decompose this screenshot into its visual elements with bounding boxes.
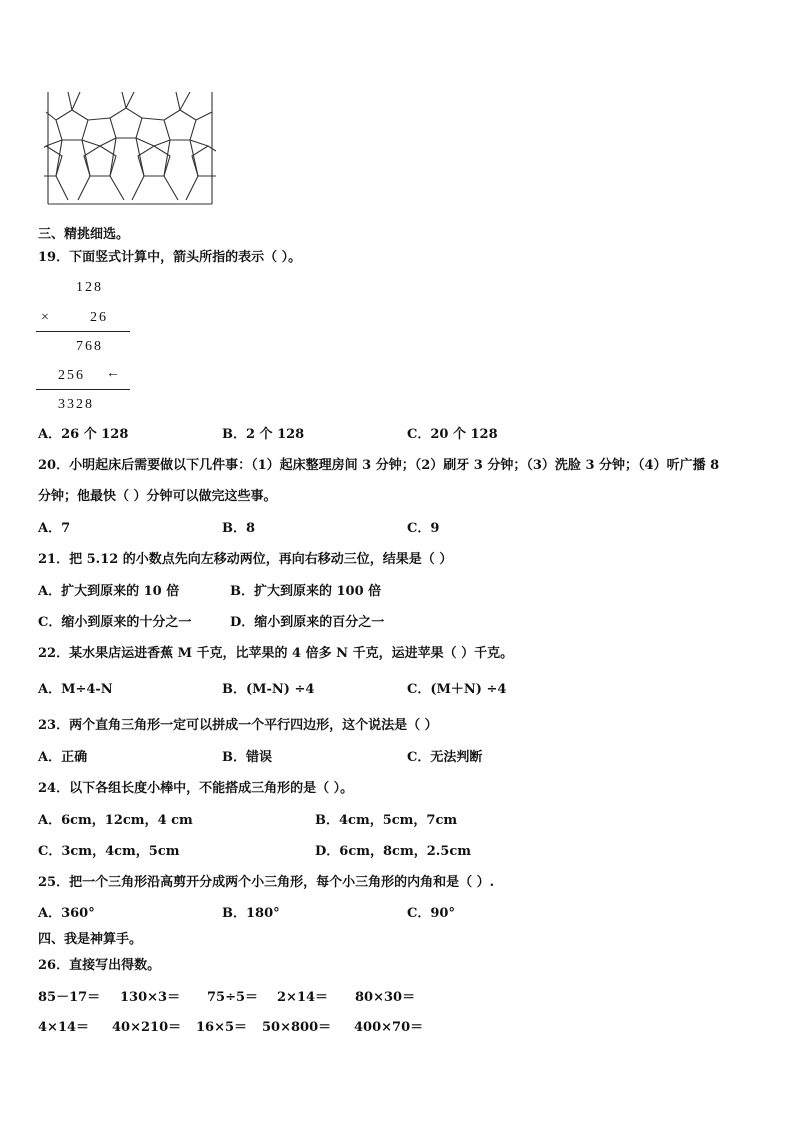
question-24-stem: 24．以下各组长度小棒中，不能搭成三角形的是（ ）。 [38,781,354,796]
calc-product: 3328 [58,397,94,412]
section-title: 三、精挑细选。 [38,227,130,242]
q19-option-a: A．26 个 128 [38,427,129,442]
q23-option-c: C．无法判断 [407,750,483,765]
calc-item: 50×800＝ [262,1020,332,1035]
q21-option-a: A．扩大到原来的 10 倍 [38,584,180,599]
q22-option-c: C．(M＋N) ÷4 [407,682,507,697]
q21-option-b: B．扩大到原来的 100 倍 [230,584,382,599]
pentagon-star-tessellation [44,90,216,206]
q20-option-c: C．9 [407,521,440,536]
q19-option-b: B．2 个 128 [222,427,305,442]
question-20-stem-1: 20．小明起床后需要做以下几件事：（1）起床整理房间 3 分钟；（2）刷牙 3 分钟；（3）洗脸 3 分钟；（4）听广播 8 [38,458,720,473]
q24-option-c: C．3cm，4cm，5cm [38,844,180,859]
question-19-stem: 19．下面竖式计算中，箭头所指的表示（ ）。 [38,250,302,265]
calc-item: 130×3＝ [120,990,181,1005]
q25-option-b: B．180° [222,906,280,921]
q24-option-d: D．6cm，8cm，2.5cm [315,844,471,859]
q19-option-c: C．20 个 128 [407,427,498,442]
calc-rule-1 [36,331,130,332]
calc-item: 80×30＝ [355,990,416,1005]
q25-option-c: C．90° [407,906,455,921]
arrow-icon: ← [106,366,120,381]
q23-option-b: B．错误 [222,750,272,765]
question-20-stem-2: 分钟；他最快（ ）分钟可以做完这些事。 [38,489,277,504]
q22-option-b: B．(M-N) ÷4 [222,682,315,697]
calc-multiplier: 26 [90,310,108,325]
calc-operator: × [41,310,51,325]
calc-item: 40×210＝ [112,1020,182,1035]
q23-option-a: A．正确 [38,750,88,765]
calc-item: 400×70＝ [354,1020,424,1035]
calc-item: 75÷5＝ [207,990,259,1005]
q25-option-a: A．360° [38,906,95,921]
question-26-stem: 26．直接写出得数。 [38,958,161,973]
q21-option-c: C．缩小到原来的十分之一 [38,615,192,630]
q20-option-a: A．7 [38,521,71,536]
question-21-stem: 21．把 5.12 的小数点先向左移动两位，再向右移动三位，结果是（ ） [38,552,453,567]
calc-partial-product-2: 256 [58,368,85,383]
calc-partial-product-1: 768 [76,339,103,354]
q21-option-d: D．缩小到原来的百分之一 [230,615,385,630]
question-22-stem: 22．某水果店运进香蕉 M 千克，比苹果的 4 倍多 N 千克，运进苹果（ ）千克。 [38,646,514,661]
q20-option-b: B．8 [222,521,256,536]
question-25-stem: 25．把一个三角形沿高剪开分成两个小三角形，每个小三角形的内角和是（ ）. [38,875,495,890]
q22-option-a: A．M÷4-N [38,682,113,697]
calc-item: 16×5＝ [196,1020,248,1035]
calc-multiplicand: 128 [76,280,103,295]
section-title: 四、我是神算手。 [38,932,143,947]
calc-item: 2×14＝ [277,990,329,1005]
question-23-stem: 23．两个直角三角形一定可以拼成一个平行四边形，这个说法是（ ） [38,718,438,733]
calc-item: 4×14＝ [38,1020,90,1035]
q24-option-a: A．6cm，12cm，4 cm [38,813,193,828]
calc-item: 85－17＝ [38,990,101,1005]
calc-rule-2 [36,389,130,390]
q24-option-b: B．4cm，5cm，7cm [315,813,458,828]
